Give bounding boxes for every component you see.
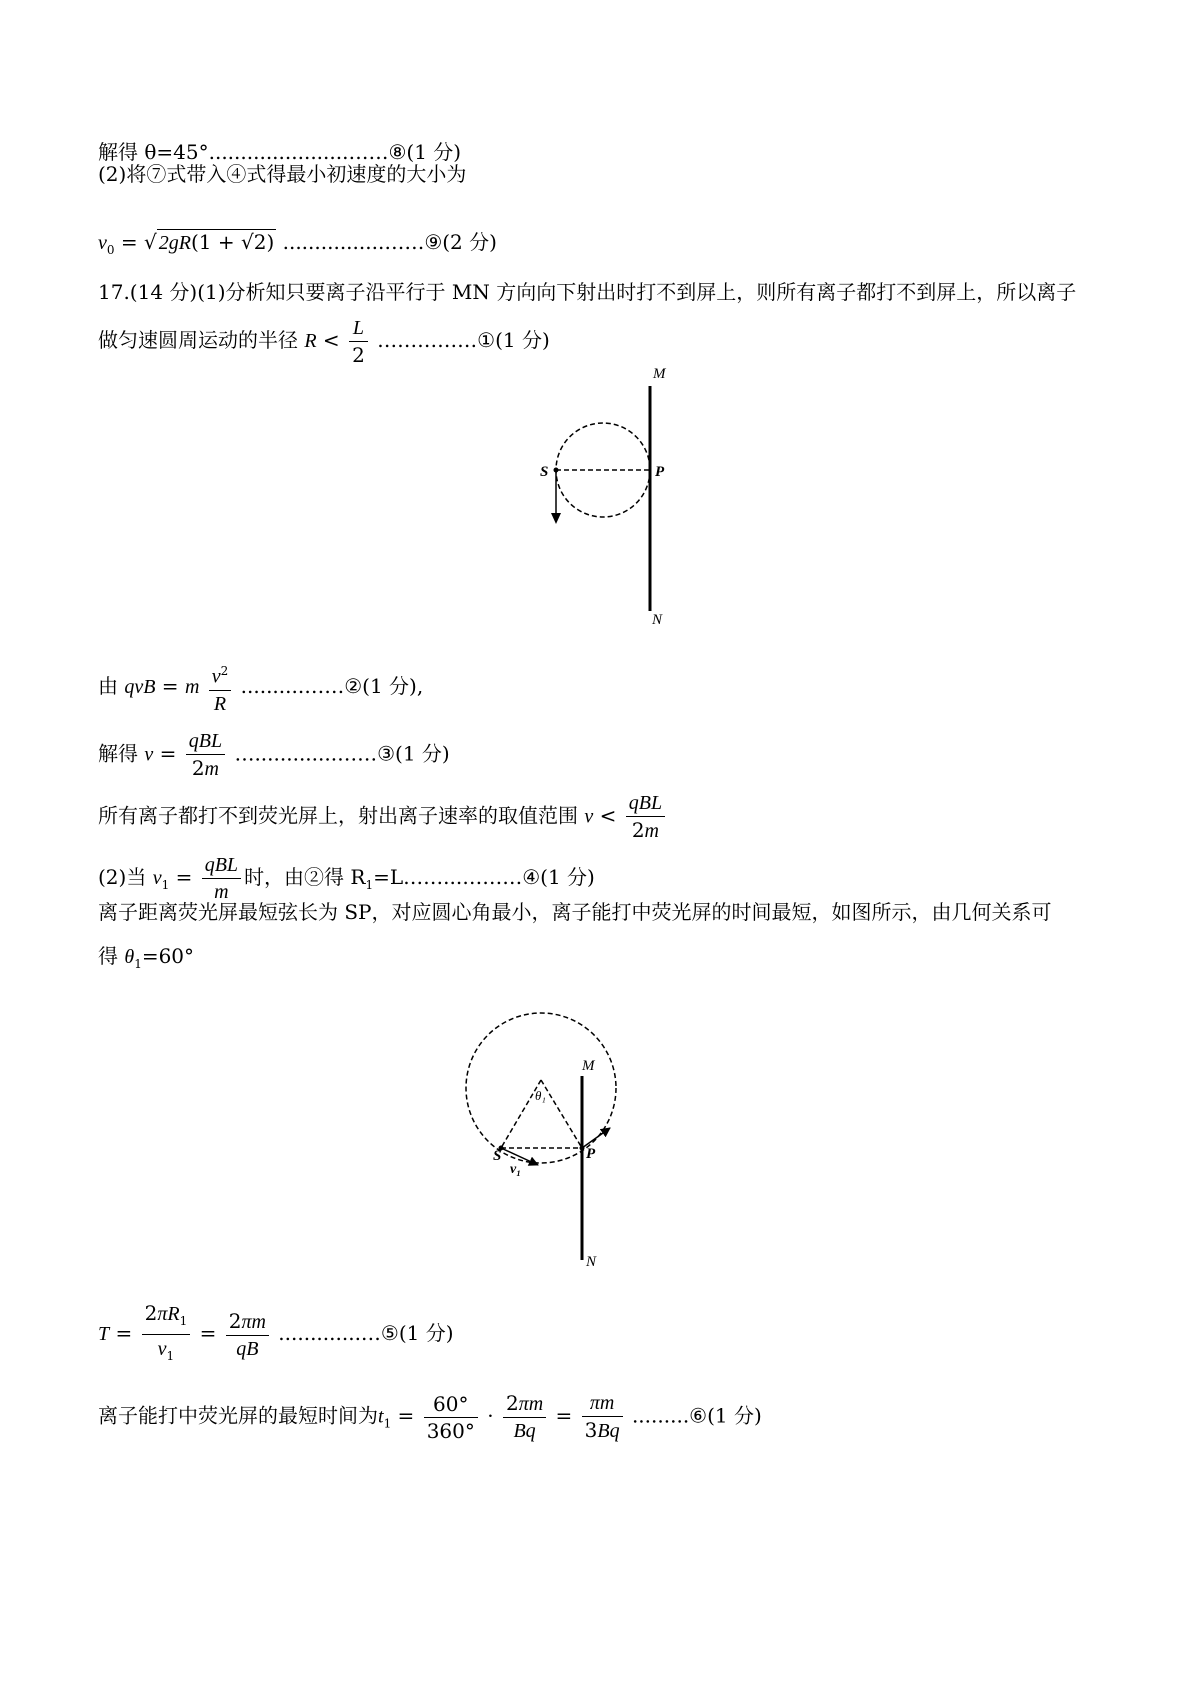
line-radius-condition: 做匀速圆周运动的半径 R < $\frac{L}{2}$ ……………①(1 分) (98, 317, 550, 367)
trajectory-circle (556, 423, 650, 517)
label-m: M (653, 368, 666, 382)
label-s: S (540, 464, 549, 480)
label-n: N (652, 612, 663, 626)
label-s: S (493, 1148, 502, 1164)
line-velocity-range: 所有离子都打不到荧光屏上，射出离子速率的取值范围 v < $\frac{\text{qBL}}{2m}$ (98, 790, 668, 844)
line-velocity-solution: 解得 v = $\frac{\text{qBL}}{2m}$ ….............……③(1 分) (98, 730, 450, 780)
line-v0-equation: $v_0$ = √ 2gR(1 + √2) ................……⑨(2 分) (98, 230, 497, 257)
figure-2 (460, 1000, 660, 1268)
label-m: M (582, 1058, 595, 1074)
line-part2-radius: (2)当 $v_1$ = $\frac{\text{qBL}}{m}$ 时，由②得 $R_1=L\dots\dots...\dots\dots\dots ④(1$ 分) (98, 854, 595, 903)
line-period: T = $\frac{2\pi R_1}{v_1}$ = $\frac{2\pi m}{qB}$ .............…⑤(1 分) (98, 1301, 454, 1363)
label-p: P (655, 464, 665, 480)
label-p: P (586, 1146, 596, 1162)
figure-1 (520, 368, 680, 626)
line-force-equation: 由 qvB = m $\frac{v^2}{R}$ ..........……②(1 分), (98, 658, 423, 717)
label-v: v₁ (510, 1162, 522, 1177)
line-theta1: 得 $\theta_1=60^\circ$ (98, 944, 195, 971)
line-min-time: 离子能打中荧光屏的最短时间为$t_1$ = $\frac{60^\circ}{360^\circ}$ · $\frac{2\pi m}{Bq}$ = $\frac{\pi m}{3Bq}$ .........⑥(1 分) (98, 1391, 762, 1443)
line-shortest-chord: 离子距离荧光屏最短弦长为 SP，对应圆心角最小，离子能打中荧光屏的时间最短，如图所示，由几何关系可 (98, 900, 1052, 924)
line-problem17: 17.(14 分)(1)分析知只要离子沿平行于 MN 方向向下射出时打不到屏上，则所有离子都打不到屏上，所以离子 (98, 280, 1077, 304)
velocity-arrow-p (582, 1128, 610, 1148)
label-n: N (586, 1254, 597, 1268)
line-solve-theta: 解得 θ=45°......................……⑧(1 分) (98, 140, 462, 164)
line-part2-intro: (2)将⑦式带入④式得最小初速度的大小为 (98, 162, 467, 186)
radius-op (541, 1080, 582, 1148)
label-theta: θ₁ (535, 1088, 546, 1103)
